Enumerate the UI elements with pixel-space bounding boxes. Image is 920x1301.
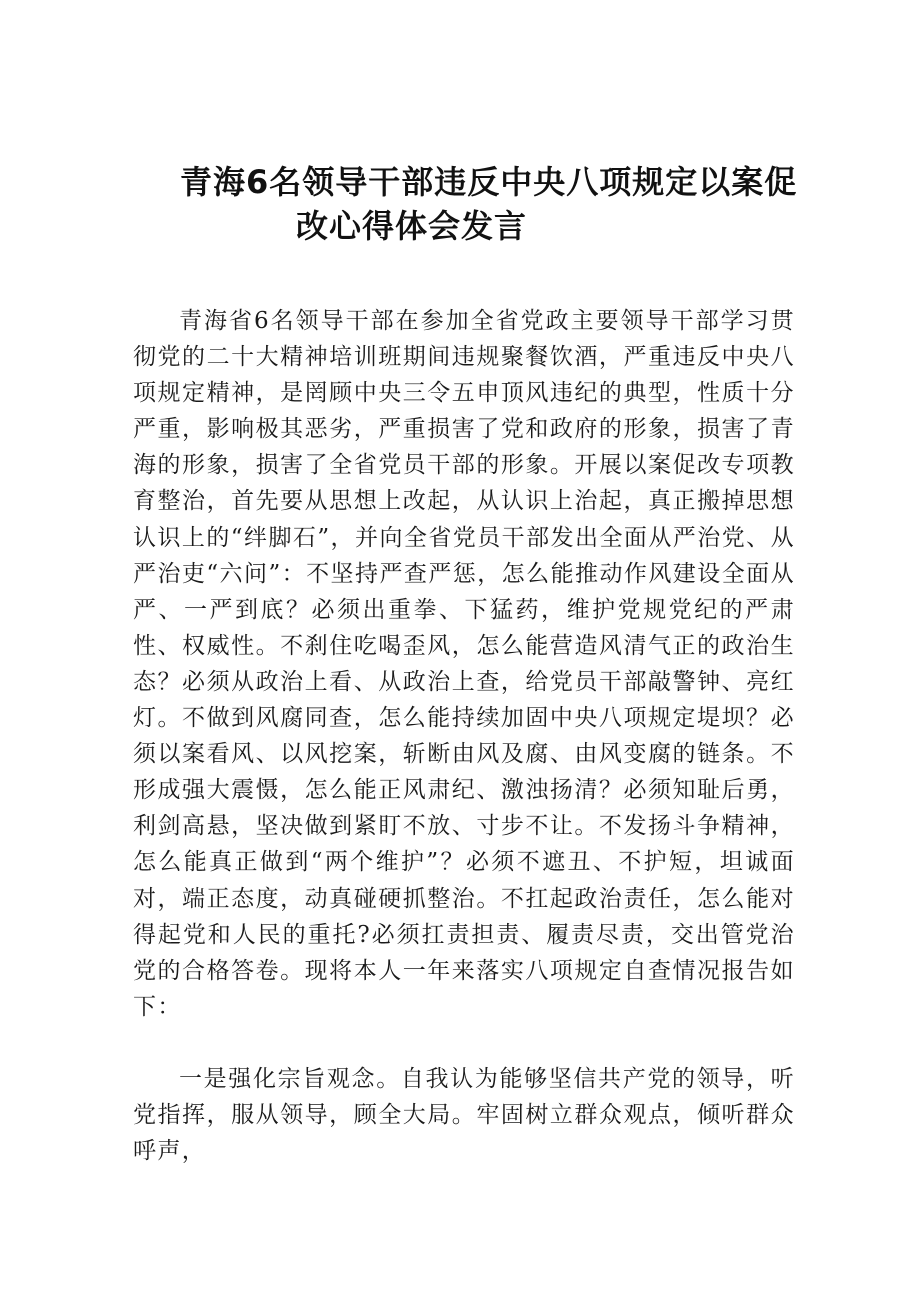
title-line-2: 改心得体会发言 <box>296 207 528 245</box>
document-body <box>133 303 795 1169</box>
paragraph-spacer <box>133 1025 795 1061</box>
document-title <box>180 160 820 248</box>
title-line-1: 青海6名领导干部违反中央八项规定以案促 <box>180 163 798 201</box>
paragraph-intro: 青海省6名领导干部在参加全省党政主要领导干部学习贯彻党的二十大精神培训班期间违规聚餐饮酒，严重违反中央八项规定精神，是罔顾中央三令五申顶风违纪的典型，性质十分严重，影响极其恶劣，严重损害了党和政府的形象，损害了青海的形象，损害了全省党员干部的形象。开展以案促改专项教育整治，首先要从思想上改起，从认识上治起，真正搬掉思想认识上的“绊脚石”，并向全省党员干部发出全面从严治党、从严治吏“六问”：不坚持严查严惩，怎么能推动作风建设全面从严、一严到底？必须出重拳、下猛药，维护党规党纪的严肃性、权威性。不刹住吃喝歪风，怎么能营造风清气正的政治生态？必须从政治上看、从政治上查，给党员干部敲警钟、亮红灯。不做到风腐同查，怎么能持续加固中央八项规定堤坝？必须以案看风、以风挖案，斩断由风及腐、由风变腐的链条。不形成强大震慑，怎么能正风肃纪、激浊扬清？必须知耻后勇，利剑高悬，坚决做到紧盯不放、寸步不让。不发扬斗争精神，怎么能真正做到“两个维护”？必须不遮丑、不护短，坦诚面对，端正态度，动真碰硬抓整治。不扛起政治责任，怎么能对得起党和人民的重托?必须扛责担责、履责尽责，交出管党治党的合格答卷。现将本人一年来落实八项规定自查情况报告如下： <box>133 308 795 1020</box>
paragraph-first-point: 一是强化宗旨观念。自我认为能够坚信共产党的领导，听党指挥，服从领导，顾全大局。牢固树立群众观点，倾听群众呼声， <box>133 1065 795 1165</box>
